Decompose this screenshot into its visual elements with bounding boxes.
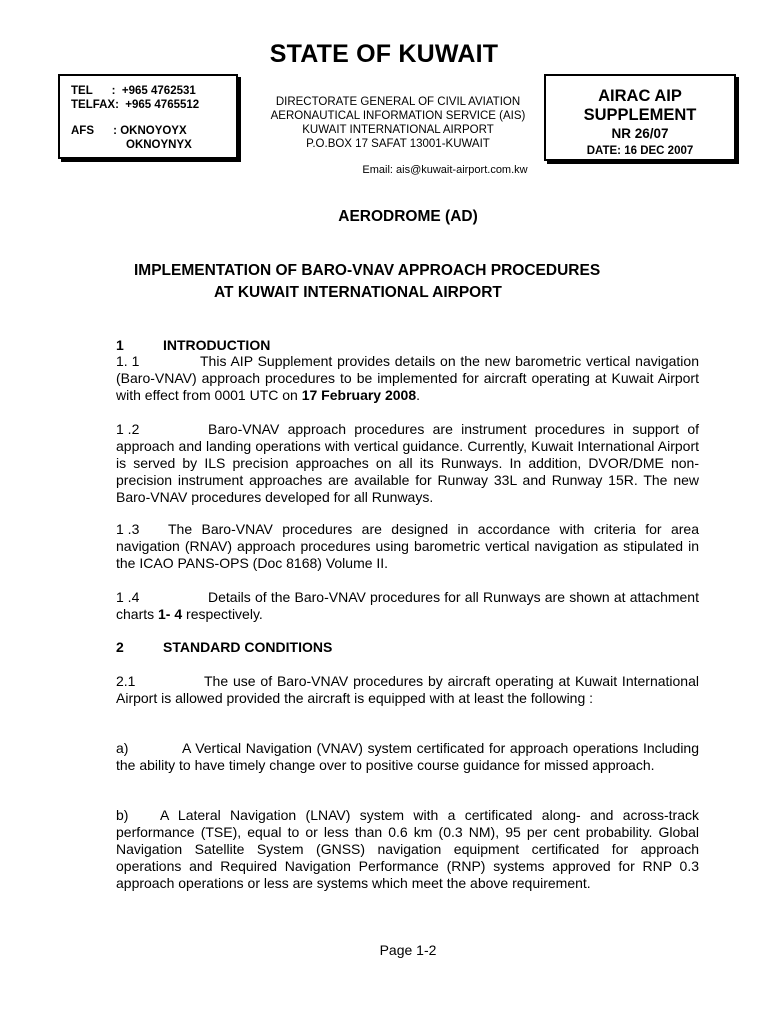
document-title-line-1: IMPLEMENTATION OF BARO-VNAV APPROACH PROCEDURES [134, 262, 601, 279]
section-1-heading: INTRODUCTION [163, 337, 271, 353]
section-2-number: 2 [116, 639, 124, 655]
condition-b [116, 807, 699, 892]
paragraph-1-3 [116, 521, 699, 572]
condition-a [116, 740, 699, 774]
paragraph-text: The use of Baro-VNAV procedures by aircraft operating at Kuwait International Airport is allowed provided the aircraft is equipped with at least the following : [116, 673, 699, 706]
paragraph-2-1 [116, 673, 699, 707]
paragraph-end: . [416, 387, 421, 403]
paragraph-number: 1 .4 [116, 589, 140, 605]
paragraph-number: 1. 1 [116, 353, 140, 369]
directorate-address [240, 95, 556, 151]
state-title: STATE OF KUWAIT [269, 40, 499, 68]
paragraph-1-1 [116, 353, 699, 404]
directorate-line: AERONAUTICAL INFORMATION SERVICE (AIS) [270, 110, 526, 122]
contact-afs: AFS : OKNOYOYX [71, 125, 187, 137]
paragraph-1-4 [116, 589, 699, 623]
email-address: Email: ais@kuwait-airport.com.kw [362, 164, 528, 176]
paragraph-end: respectively. [182, 606, 263, 622]
contact-afs-2: OKNOYNYX [126, 139, 192, 151]
airac-line-1: AIRAC AIP [598, 87, 682, 105]
supplement-date: DATE: 16 DEC 2007 [586, 145, 694, 157]
section-2-heading: STANDARD CONDITIONS [163, 639, 333, 655]
condition-label: b) [116, 807, 129, 823]
category-title: AERODROME (AD) [338, 208, 478, 225]
paragraph-text: Details of the Baro-VNAV procedures for all Runways are shown at attachment charts [116, 589, 699, 622]
directorate-line: KUWAIT INTERNATIONAL AIRPORT [302, 124, 494, 136]
paragraph-text: This AIP Supplement provides details on the new barometric vertical navigation (Baro-VNAV) approach procedures to be implemented for aircraft operating at Kuwait Airport with effect from 0001 UTC on [116, 353, 699, 403]
contact-telfax: TELFAX: +965 4765512 [71, 99, 200, 111]
condition-text: A Vertical Navigation (VNAV) system certificated for approach operations Including the ability to have timely change over to positive course guidance for missed approach. [116, 740, 699, 773]
page-number: Page 1-2 [379, 942, 437, 958]
directorate-line: DIRECTORATE GENERAL OF CIVIL AVIATION [275, 96, 521, 108]
document-title-line-2: AT KUWAIT INTERNATIONAL AIRPORT [214, 284, 502, 301]
paragraph-number: 1 .3 [116, 521, 140, 537]
section-1-number: 1 [116, 337, 124, 353]
paragraph-1-2 [116, 421, 699, 506]
condition-text: A Lateral Navigation (LNAV) system with a certificated along- and across-track performance (TSE), equal to or less than 0.6 km (0.3 NM), 95 per cent probability. Global Navigation Satellite System (GNSS) navigation equipment certificated for approach operations and Required Navigation Performance (RNP) systems approved for RNP 0.3 approach operations or less are systems which meet the above requirement. [116, 807, 699, 891]
chart-reference: 1- 4 [158, 606, 183, 622]
paragraph-number: 1 .2 [116, 421, 140, 437]
paragraph-text: The Baro-VNAV procedures are designed in accordance with criteria for area navigation (RNAV) approach procedures using barometric vertical navigation as stipulated in the ICAO PANS-OPS (Doc 8168) Volume II. [116, 521, 699, 571]
directorate-line: P.O.BOX 17 SAFAT 13001-KUWAIT [306, 138, 490, 150]
paragraph-number: 2.1 [116, 673, 136, 689]
paragraph-text: Baro-VNAV approach procedures are instrument procedures in support of approach and landing operations with vertical guidance. Currently, Kuwait International Airport is served by ILS precision approaches on all its Runways. In addition, DVOR/DME non-precision instrument approaches are available for Runway 33L and Runway 15R. The new Baro-VNAV procedures developed for all Runways. [116, 421, 699, 505]
contact-tel: TEL : +965 4762531 [71, 85, 196, 97]
condition-label: a) [116, 740, 129, 756]
supplement-number: NR 26/07 [611, 126, 669, 141]
contact-box [58, 74, 238, 159]
effective-date: 17 February 2008 [301, 387, 417, 403]
airac-supplement-box [544, 74, 736, 161]
airac-line-2: SUPPLEMENT [583, 106, 697, 124]
